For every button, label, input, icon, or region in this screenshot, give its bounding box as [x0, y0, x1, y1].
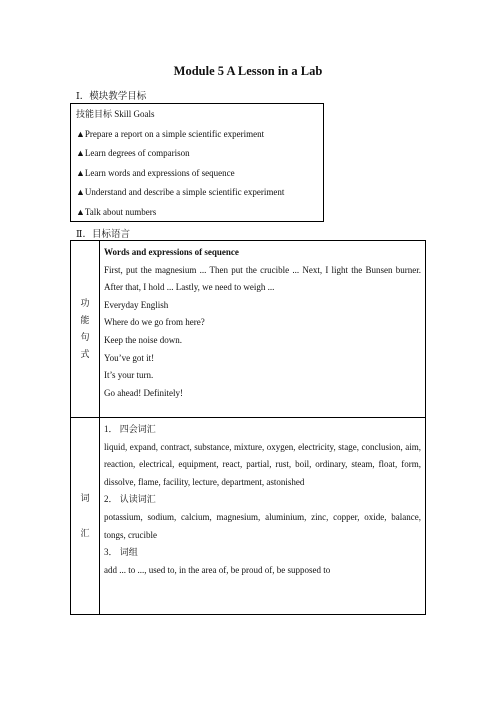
phrase-item: Go ahead! Definitely! — [104, 387, 183, 398]
phrase-item: It’s your turn. — [104, 370, 154, 381]
functions-label: 功 能 句 式 — [71, 241, 100, 418]
section1-heading: Ⅰ．模块教学目标 — [76, 92, 147, 102]
vocab-sub3-heading: 3． 词组 — [104, 547, 138, 558]
phrase-item: You’ve got it! — [104, 352, 155, 363]
goal-line: ▲Learn degrees of comparison — [76, 148, 190, 158]
target-language-table — [70, 240, 426, 615]
vocab-sub2-heading: 2． 认读词汇 — [104, 494, 156, 505]
functions-row — [71, 241, 426, 418]
vocabulary-content — [100, 418, 426, 615]
vocabulary-label: 词 汇 — [71, 418, 100, 615]
vocab-sub2-words: potassium, sodium, calcium, magnesium, aluminium, zinc, copper, oxide, balance, tongs, crucible — [104, 511, 421, 540]
sequence-heading: Words and expressions of sequence — [104, 247, 239, 257]
goal-line: 技能目标 Skill Goals — [76, 109, 155, 119]
phrase-item: Keep the noise down. — [104, 334, 182, 345]
goal-line: ▲Prepare a report on a simple scientific experiment — [76, 128, 265, 139]
goal-line: ▲Understand and describe a simple scientific experiment — [76, 187, 285, 197]
phrase-item: Where do we go from here? — [104, 317, 205, 328]
goal-line: ▲Talk about numbers — [76, 206, 157, 217]
vocab-sub3-words: add ... to ..., used to, in the area of, be proud of, be supposed to — [104, 564, 331, 575]
sequence-text: First, put the magnesium ... Then put the crucible ... Next, I light the Bunsen burner. After that, I hold ... Lastly, we need to weigh ... — [104, 264, 421, 293]
vocab-sub1-words: liquid, expand, contract, substance, mixture, oxygen, electricity, stage, conclusion, aim, reaction, electrical, equipment, react, partial, rust, boil, ordinary, steam, float, form, dissolve, flame, facility, lecture, department, astonished — [104, 441, 421, 487]
vocab-sub1-heading: 1． 四会词汇 — [104, 424, 156, 434]
skill-goals-box — [70, 103, 324, 222]
functions-content — [100, 241, 426, 418]
goal-line: ▲Learn words and expressions of sequence — [76, 167, 235, 178]
vocabulary-row — [71, 418, 426, 615]
page-title: Module 5 A Lesson in a Lab — [173, 64, 323, 78]
everyday-english-heading: Everyday English — [104, 299, 169, 310]
section2-heading: Ⅱ．目标语言 — [76, 230, 130, 240]
